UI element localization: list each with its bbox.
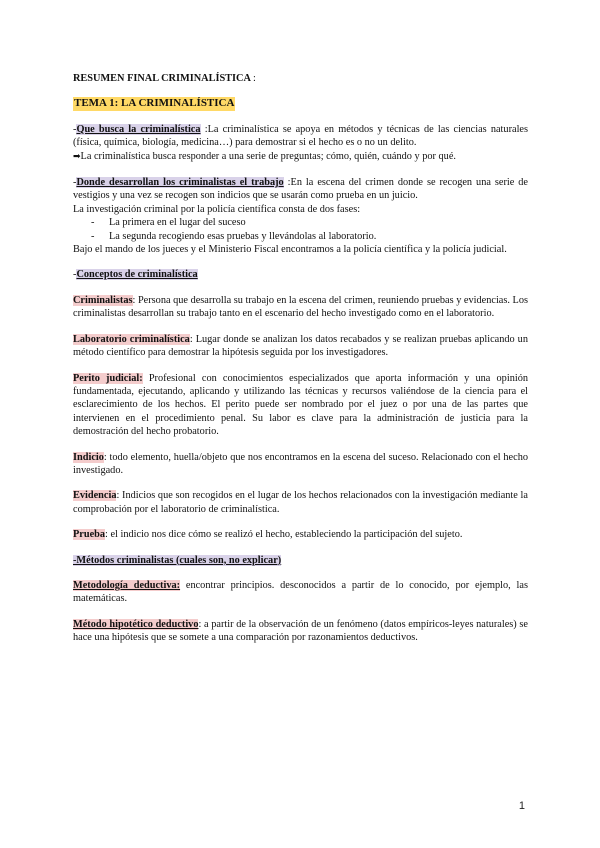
concept-term: Laboratorio criminalística — [73, 333, 190, 345]
fases-intro: La investigación criminal por la policía científica consta de dos fases: — [73, 203, 361, 215]
concept-evidencia — [73, 489, 528, 516]
concept-criminalistas — [73, 294, 528, 321]
concept-term: Evidencia — [73, 490, 117, 502]
section-heading-conceptos: Conceptos de criminalística — [76, 269, 198, 281]
method-term: Método hipotético deductivo — [73, 618, 199, 630]
section-lead-dash: - — [73, 177, 77, 189]
concept-text: : el indicio nos dice cómo se realizó el hecho, estableciendo la participación del sujeto. — [105, 529, 463, 541]
method-text: : a partir de la observación de un fenómeno (datos empíricos-leyes naturales) se hace una hipótesis que se somete a una comparación por razonamientos deductivos. — [73, 618, 528, 644]
section-heading-metodos: -Métodos criminalistas (cuales son, no explicar) — [73, 554, 282, 566]
section-text: :En la escena del crimen donde se recogen una serie de vestigios y una vez se recogen son indicios que se usarán como prueba en un juicio. — [73, 177, 528, 202]
arrow-text: La criminalística busca responder a una serie de preguntas; cómo, quién, cuándo y por qué. — [80, 150, 456, 162]
section-heading-donde: Donde desarrollan los criminalistas el trabajo — [76, 177, 284, 189]
document-title — [73, 72, 528, 85]
concept-term: Prueba — [73, 529, 106, 541]
tema-label: TEMA 1: LA CRIMINALÍSTICA — [74, 97, 235, 110]
section-lead-dash: - — [73, 269, 77, 281]
arrow-right-icon: ➡ — [73, 151, 81, 162]
arrow-line — [73, 150, 528, 164]
concept-text: : Indicios que son recogidos en el lugar de los hechos relacionados con la investigación mediante la comprobación por el laboratorio de criminalística. — [73, 490, 528, 515]
concept-text: : Lugar donde se analizan los datos recabados y se realizan pruebas aplicando un método científico para demostrar la hipótesis seguida por los investigadores. — [73, 333, 528, 359]
section-que-busca — [73, 123, 528, 150]
title-text: RESUMEN FINAL CRIMINALÍSTICA — [73, 73, 251, 84]
title-suffix: : — [252, 73, 256, 84]
concept-text: : Persona que desarrolla su trabajo en la escena del crimen, reuniendo pruebas y evidencias. Los criminalistas desarrollan su trabajo tanto en el escenario del hecho investigado como en el laboratorio. — [73, 294, 528, 320]
section-lead-dash: - — [73, 123, 77, 135]
section-metodos — [73, 554, 528, 567]
section-conceptos — [73, 268, 528, 281]
concept-text: : todo elemento, huella/objeto que nos encontramos en la escena del suceso. Relacionado con el hecho investigado. — [73, 451, 528, 476]
section-heading-que-busca: Que busca la criminalística — [76, 123, 201, 135]
fases-list — [73, 216, 528, 243]
list-item: - La segunda recogiendo esas pruebas y llevándolas al laboratorio. — [91, 230, 528, 243]
concept-term: Criminalistas — [73, 294, 133, 306]
list-item: - La primera en el lugar del suceso — [91, 216, 528, 229]
concept-term: Indicio — [73, 451, 104, 463]
section-closing: Bajo el mando de los jueces y el Ministerio Fiscal encontramos a la policía científica y la policía judicial. — [73, 244, 507, 256]
page-number: 1 — [518, 800, 525, 812]
method-hipotetico — [73, 618, 528, 645]
section-text: :La criminalística se apoya en métodos y técnicas de las ciencias naturales (física, química, biología, medicina…) para demostrar si el hecho es o no un delito. — [73, 123, 529, 149]
concept-prueba — [73, 528, 528, 541]
method-term: Metodología deductiva: — [73, 579, 181, 591]
document-page — [73, 72, 528, 645]
section-donde — [73, 176, 528, 203]
concept-perito — [73, 372, 528, 439]
concept-term: Perito judicial: — [73, 372, 143, 384]
method-text: encontrar principios. desconocidos a partir de lo conocido, por ejemplo, las matemáticas. — [73, 579, 528, 605]
tema-heading — [73, 97, 528, 110]
concept-text: Profesional con conocimientos especializados que aporta información y una opinión fundamentada, ejecutando, aplicando y utilizando las técnicas y recursos valiéndose de la ciencia para el esclarecimiento de los hechos. El perito puede ser nombrado por el juez o por una de las partes que intervienen en el procedimiento penal. Su labor es clave para la administración de justicia para la demostración del hecho probatorio. — [73, 372, 528, 438]
concept-laboratorio — [73, 333, 528, 360]
concept-indicio — [73, 451, 528, 478]
method-deductiva — [73, 579, 528, 606]
